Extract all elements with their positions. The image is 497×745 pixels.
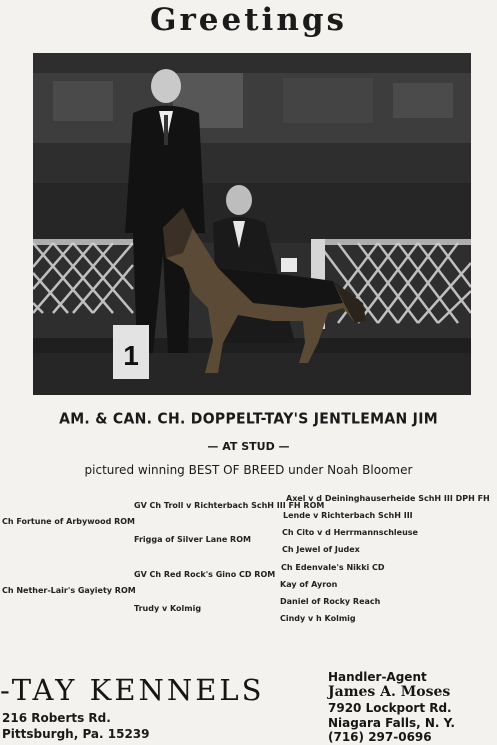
pedigree-frigga-sire: Ch Cito v d Herrmannschleuse xyxy=(282,528,418,537)
pedigree-trudy-dam: Cindy v h Kolmig xyxy=(280,614,356,623)
kennel-name: -TAY KENNELS xyxy=(0,673,265,707)
handler-name: James A. Moses xyxy=(328,684,451,700)
pedigree-frigga: Frigga of Silver Lane ROM xyxy=(134,535,251,544)
show-photo-illustration xyxy=(33,53,471,395)
pedigree-left-bottom: Ch Nether-Lair's Gayiety ROM xyxy=(2,586,136,595)
show-photo xyxy=(33,53,471,395)
photo-caption: pictured winning BEST OF BREED under Noah Bloomer xyxy=(84,463,413,477)
pedigree-trudy: Trudy v Kolmig xyxy=(134,604,202,613)
kennel-city: Pittsburgh, Pa. 15239 xyxy=(2,727,150,741)
pedigree-sire-dam: Lende v Richterbach SchH III xyxy=(283,511,413,520)
handler-role: Handler-Agent xyxy=(328,670,427,684)
handler-city: Niagara Falls, N. Y. xyxy=(328,716,455,730)
pedigree-frigga-dam: Ch Jewel of Judex xyxy=(282,545,360,554)
pedigree-dam-dam: Kay of Ayron xyxy=(280,580,338,589)
kennel-street: 216 Roberts Rd. xyxy=(2,711,111,725)
pedigree-trudy-sire: Daniel of Rocky Reach xyxy=(280,597,381,606)
pedigree-dam: GV Ch Red Rock's Gino CD ROM xyxy=(134,570,276,579)
handler-phone: (716) 297-0696 xyxy=(328,730,432,744)
handler-street: 7920 Lockport Rd. xyxy=(328,701,452,715)
dog-name: AM. & CAN. CH. DOPPELT-TAY'S JENTLEMAN JIM xyxy=(59,410,438,428)
pedigree-sire: GV Ch Troll v Richterbach SchH III FH ROM xyxy=(134,501,325,510)
placard-number: 1 xyxy=(123,340,139,371)
pedigree-sire-sire: Axel v d Deininghauserheide SchH III DPH FH xyxy=(286,494,490,503)
stud-status: — AT STUD — xyxy=(207,440,290,453)
page-title: Greetings xyxy=(149,2,347,38)
pedigree-dam-sire: Ch Edenvale's Nikki CD xyxy=(281,563,385,572)
pedigree-left-top: Ch Fortune of Arbywood ROM xyxy=(2,517,136,526)
